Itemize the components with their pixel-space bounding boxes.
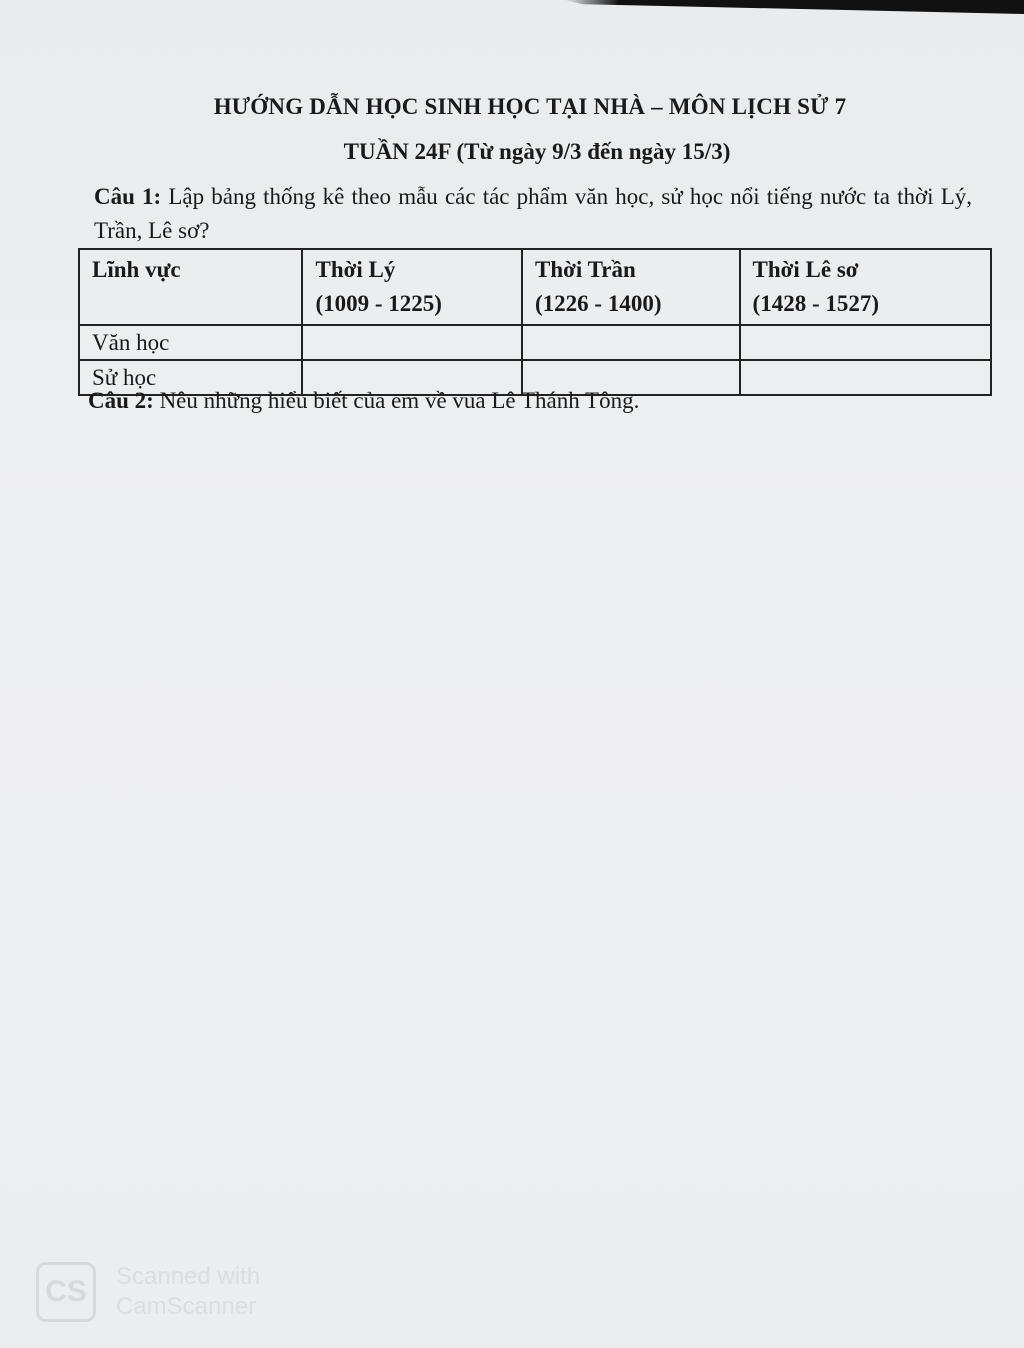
history-table xyxy=(78,248,992,396)
watermark-text xyxy=(116,1262,260,1322)
row-label-literature: Văn học xyxy=(79,325,302,360)
header-cell-line: Thời Lý xyxy=(315,257,396,282)
question-1-text: Lập bảng thống kê theo mẫu các tác phẩm văn học, sử học nổi tiếng nước ta thời Lý, Trần, Lê sơ? xyxy=(94,184,972,243)
table-cell-empty xyxy=(740,360,991,395)
watermark-line-1: Scanned with xyxy=(116,1263,261,1290)
document-title: HƯỚNG DẪN HỌC SINH HỌC TẠI NHÀ – MÔN LỊCH SỬ 7 xyxy=(213,94,847,119)
header-cell-line: Thời Trần xyxy=(535,257,636,282)
header-cell-line: Thời Lê sơ xyxy=(752,257,859,282)
document-subtitle: TUẦN 24F (Từ ngày 9/3 đến ngày 15/3) xyxy=(343,139,731,164)
table-cell-empty xyxy=(740,325,991,360)
header-cell-field xyxy=(79,249,302,325)
table-row xyxy=(79,325,991,360)
row-label-history: Sử học xyxy=(79,360,302,395)
camscanner-logo-icon: CS xyxy=(36,1262,96,1322)
question-2-text: Nêu những hiểu biết của em về vua Lê Thánh Tông. xyxy=(153,388,640,413)
header-cell-line: Lĩnh vực xyxy=(92,257,181,282)
table-cell-empty xyxy=(522,325,740,360)
table-cell-empty xyxy=(302,325,522,360)
question-1 xyxy=(94,180,972,248)
header-cell-years: (1226 - 1400) xyxy=(535,291,662,316)
header-cell-years: (1009 - 1225) xyxy=(315,291,442,316)
page-corner-shadow xyxy=(564,0,1024,14)
header-cell-years: (1428 - 1527) xyxy=(752,291,880,316)
question-2-label: Câu 2: xyxy=(88,388,154,413)
watermark-line-2: CamScanner xyxy=(116,1293,257,1320)
question-2 xyxy=(88,388,639,414)
question-1-label: Câu 1: xyxy=(94,184,162,209)
header-cell-tran xyxy=(522,249,740,325)
header-cell-ly xyxy=(302,249,522,325)
header-cell-le-so xyxy=(740,249,991,325)
camscanner-watermark xyxy=(36,1262,296,1326)
table-header-row xyxy=(79,249,991,325)
